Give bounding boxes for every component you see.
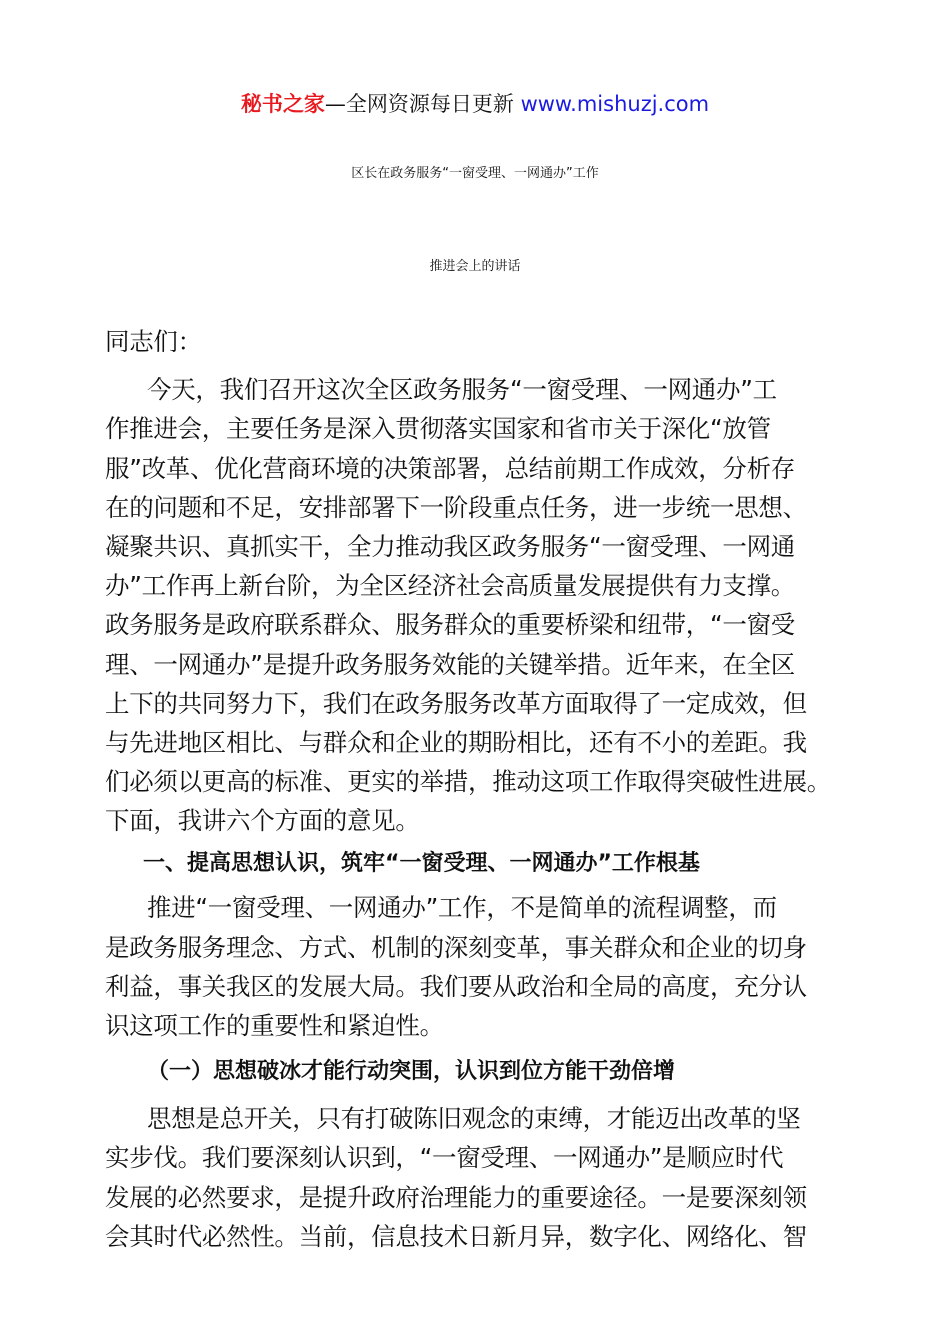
- paragraph-line: 凝聚共识、真抓实干，全力推动我区政务服务“一窗受理、一网通: [105, 531, 795, 561]
- section-heading-1: 一、提高思想认识，筑牢“一窗受理、一网通办”工作根基: [143, 851, 700, 877]
- paragraph-line: 作推进会，主要任务是深入贯彻落实国家和省市关于深化“放管: [105, 414, 771, 444]
- paragraph-line: 利益，事关我区的发展大局。我们要从政治和全局的高度，充分认: [105, 971, 807, 1001]
- paragraph-line: 思想是总开关，只有打破陈旧观念的束缚，才能迈出改革的坚: [147, 1104, 801, 1134]
- paragraph-line: 会其时代必然性。当前，信息技术日新月异，数字化、网络化、智: [105, 1221, 807, 1251]
- paragraph-line: 理、一网通办”是提升政务服务效能的关键举措。近年来，在全区: [105, 649, 795, 679]
- document-title-line-2: 推进会上的讲话: [429, 259, 521, 274]
- paragraph-line: 今天，我们召开这次全区政务服务“一窗受理、一网通办”工: [147, 375, 777, 405]
- paragraph-line: 实步伐。我们要深刻认识到，“一窗受理、一网通办”是顺应时代: [105, 1143, 784, 1173]
- paragraph-intro: [105, 370, 865, 605]
- paragraph-line: 服”改革、优化营商环境的决策部署，总结前期工作成效，分析存: [105, 453, 795, 483]
- paragraph-line: 政务服务是政府联系群众、服务群众的重要桥梁和纽带，“一窗受: [105, 610, 795, 640]
- document-title-line-1: 区长在政务服务“一窗受理、一网通办”工作: [351, 166, 599, 181]
- paragraph-line: 是政务服务理念、方式、机制的深刻变革，事关群众和企业的切身: [105, 932, 807, 962]
- salutation: 同志们：: [105, 327, 202, 356]
- paragraph-line: 们必须以更高的标准、更实的举措，推动这项工作取得突破性进展。: [105, 767, 831, 797]
- subsection-1-paragraph: [105, 1099, 865, 1256]
- paragraph-line: 推进“一窗受理、一网通办”工作，不是简单的流程调整，而: [147, 893, 777, 923]
- document-body: [105, 322, 865, 1256]
- header-tagline: —全网资源每日更新: [324, 92, 514, 116]
- section-1-paragraph: [105, 888, 865, 1045]
- brand-name: 秘书之家: [240, 92, 325, 116]
- paragraph-context: [105, 605, 865, 840]
- site-url-link[interactable]: www.mishuzj.com: [520, 92, 710, 116]
- site-header: [0, 88, 950, 120]
- paragraph-line: 办”工作再上新台阶，为全区经济社会高质量发展提供有力支撑。: [105, 571, 795, 601]
- paragraph-line: 上下的共同努力下，我们在政务服务改革方面取得了一定成效，但: [105, 688, 807, 718]
- paragraph-line: 下面，我讲六个方面的意见。: [105, 806, 420, 836]
- paragraph-line: 发展的必然要求，是提升政府治理能力的重要途径。一是要深刻领: [105, 1182, 807, 1212]
- subsection-heading-1: （一）思想破冰才能行动突围，认识到位方能干劲倍增: [147, 1059, 676, 1085]
- paragraph-line: 识这项工作的重要性和紧迫性。: [105, 1011, 444, 1040]
- paragraph-line: 与先进地区相比、与群众和企业的期盼相比，还有不小的差距。我: [105, 727, 807, 757]
- paragraph-line: 在的问题和不足，安排部署下一阶段重点任务，进一步统一思想、: [105, 492, 807, 522]
